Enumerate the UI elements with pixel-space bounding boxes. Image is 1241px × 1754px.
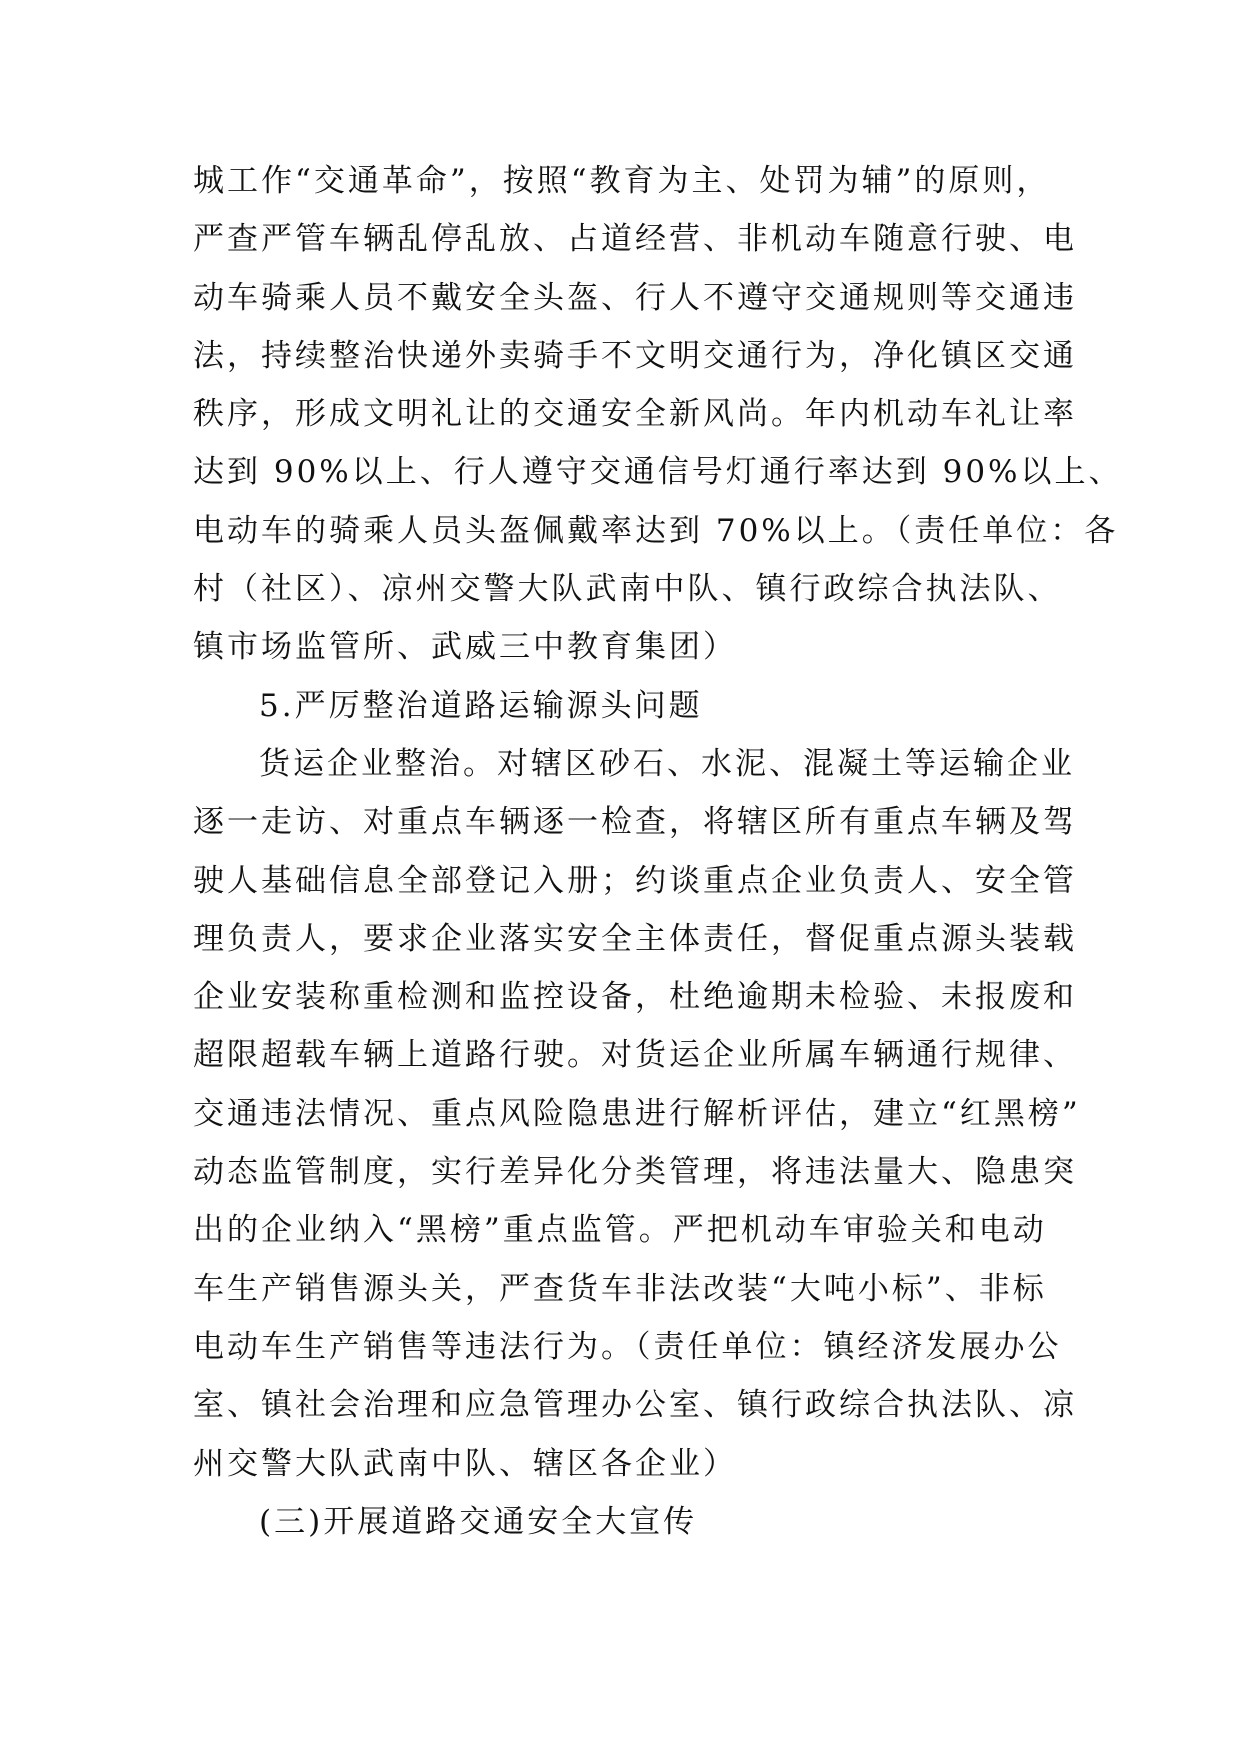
text-line: 超限超载车辆上道路行驶。对货运企业所属车辆通行规律、	[193, 1037, 1077, 1074]
document-body	[193, 152, 1123, 1551]
text-line: 州交警大队武南中队、辖区各企业）	[193, 1445, 737, 1482]
text-line: 电动车的骑乘人员头盔佩戴率达到 70%以上。（责任单位：各	[193, 512, 1119, 549]
text-line: 达到 90%以上、行人遵守交通信号灯通行率达到 90%以上、	[193, 454, 1123, 491]
text-line: 室、镇社会治理和应急管理办公室、镇行政综合执法队、凉	[193, 1387, 1077, 1424]
text-line: 企业安装称重检测和监控设备，杜绝逾期未检验、未报废和	[193, 979, 1077, 1016]
text-line: 严查严管车辆乱停乱放、占道经营、非机动车随意行驶、电	[193, 221, 1077, 258]
text-line: 村（社区）、凉州交警大队武南中队、镇行政综合执法队、	[193, 571, 1062, 608]
text-line: 理负责人，要求企业落实安全主体责任，督促重点源头装载	[193, 920, 1077, 957]
text-line: 镇市场监管所、武威三中教育集团）	[193, 629, 737, 666]
text-line: 秩序，形成文明礼让的交通安全新风尚。年内机动车礼让率	[193, 396, 1077, 433]
text-line: 城工作“交通革命”，按照“教育为主、处罚为辅”的原则，	[193, 163, 1051, 199]
text-line: 出的企业纳入“黑榜”重点监管。严把机动车审验关和电动	[193, 1212, 1047, 1249]
text-line: 货运企业整治。对辖区砂石、水泥、混凝土等运输企业	[259, 745, 1075, 782]
text-line: 驶人基础信息全部登记入册；约谈重点企业负责人、安全管	[193, 862, 1077, 899]
text-line: 交通违法情况、重点风险隐患进行解析评估，建立“红黑榜”	[193, 1095, 1081, 1132]
text-line: (三)开展道路交通安全大宣传	[259, 1503, 698, 1540]
text-line: 动态监管制度，实行差异化分类管理，将违法量大、隐患突	[193, 1154, 1077, 1191]
text-line: 动车骑乘人员不戴安全头盔、行人不遵守交通规则等交通违	[193, 279, 1077, 316]
text-line: 5.严厉整治道路运输源头问题	[259, 687, 703, 724]
text-line: 电动车生产销售等违法行为。（责任单位：镇经济发展办公	[193, 1328, 1062, 1365]
text-line: 车生产销售源头关，严查货车非法改装“大吨小标”、非标	[193, 1270, 1047, 1307]
text-line: 逐一走访、对重点车辆逐一检查，将辖区所有重点车辆及驾	[193, 804, 1077, 841]
text-line: 法，持续整治快递外卖骑手不文明交通行为，净化镇区交通	[193, 337, 1077, 374]
